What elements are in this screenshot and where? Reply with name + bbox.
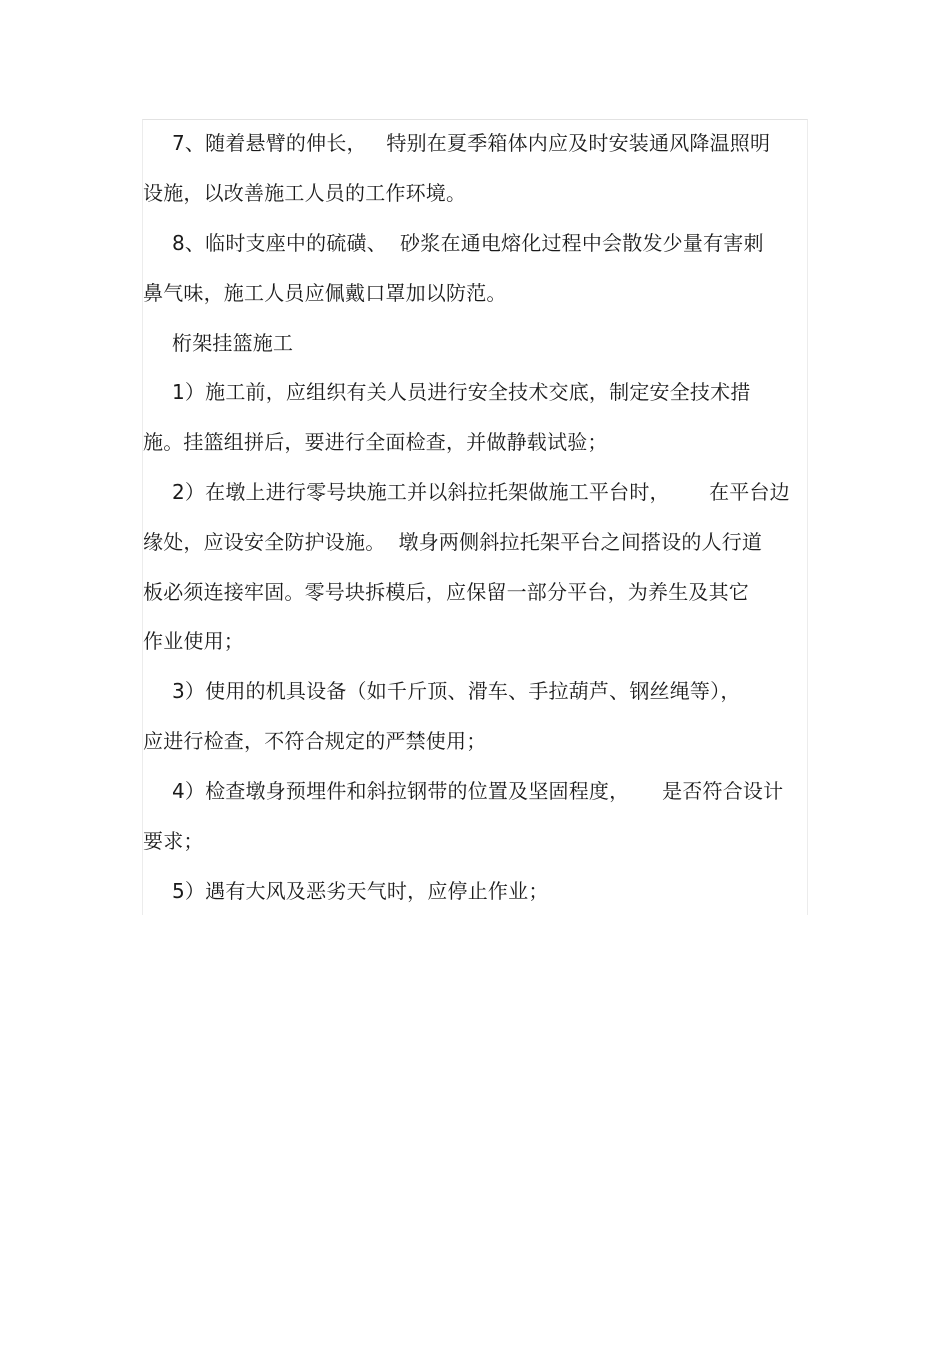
paragraph-7-line-1: 7、随着悬臂的伸长， 特别在夏季箱体内应及时安装通风降温照明 [172,131,771,155]
section-heading: 桁架挂篮施工 [172,331,294,355]
item-4-line-1: 4）检查墩身预埋件和斜拉钢带的位置及坚固程度， 是否符合设计 [172,779,784,803]
paragraph-7-line-2: 设施，以改善施工人员的工作环境。 [143,181,467,205]
item-2-line-1: 2）在墩上进行零号块施工并以斜拉托架做施工平台时， 在平台边 [172,480,790,504]
item-5-line-1: 5）遇有大风及恶劣天气时，应停止作业； [172,879,549,903]
paragraph-8-line-1: 8、临时支座中的硫磺、 砂浆在通电熔化过程中会散发少量有害刺 [172,231,764,255]
item-1-line-1: 1）施工前，应组织有关人员进行安全技术交底，制定安全技术措 [172,380,751,404]
item-3-line-1: 3）使用的机具设备（如千斤顶、滑车、手拉葫芦、钢丝绳等）， [172,679,741,703]
paragraph-8-line-2: 鼻气味，施工人员应佩戴口罩加以防范。 [143,281,507,305]
item-2-line-4: 作业使用； [143,629,244,653]
item-4-line-2: 要求； [143,829,204,853]
item-3-line-2: 应进行检查，不符合规定的严禁使用； [143,729,487,753]
item-2-line-2: 缘处，应设安全防护设施。 墩身两侧斜拉托架平台之间搭设的人行道 [143,530,763,554]
item-1-line-2: 施。挂篮组拼后，要进行全面检查，并做静载试验； [143,430,608,454]
item-2-line-3: 板必须连接牢固。零号块拆模后，应保留一部分平台，为养生及其它 [143,580,749,604]
